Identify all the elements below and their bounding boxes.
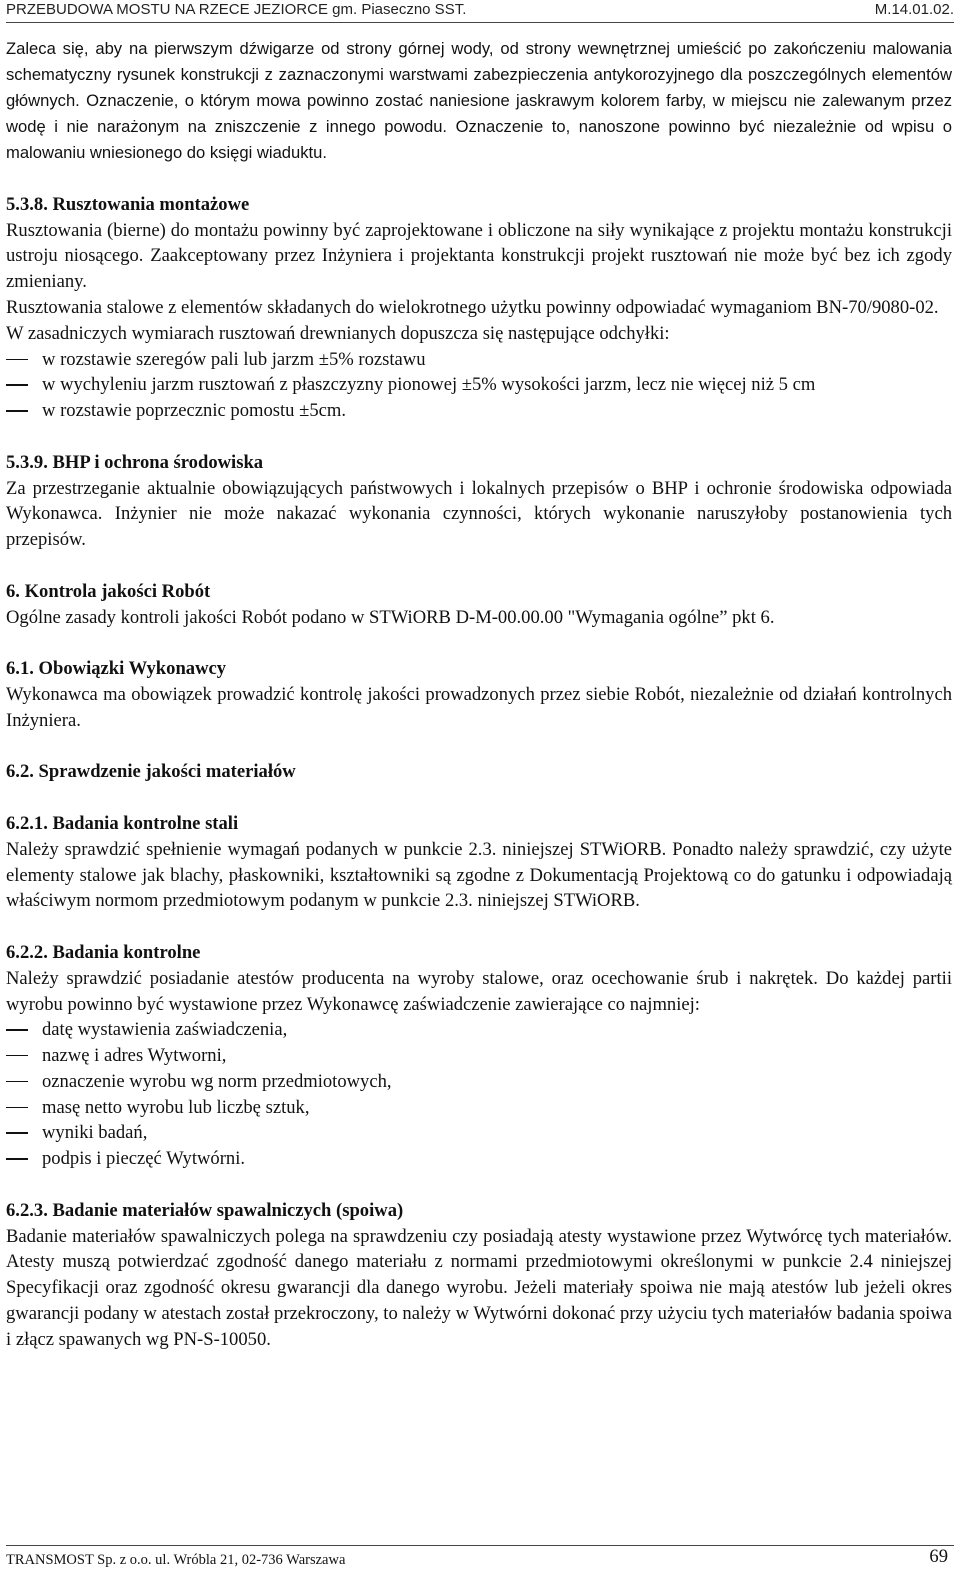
- paragraph: Należy sprawdzić posiadanie atestów producenta na wyroby stalowe, oraz ocechowanie śrub i nakrętek. Do każdej partii wyrobu powinno być wystawione przez Wykonawcę zaświadczenie zawierające co najmniej:: [6, 967, 952, 1015]
- section-heading-5-3-9: 5.3.9. BHP i ochrona środowiska: [6, 451, 264, 473]
- intro-paragraph: Zaleca się, aby na pierwszym dźwigarze od strony górnej wody, od strony wewnętrznej umieścić po zakończeniu malowania schematyczny rysunek konstrukcji z zaznaczonymi warstwami zabezpieczenia antykorozyjnego dla poszczególnych elementów głównych. Oznaczenie, o którym mowa powinno zostać naniesione jaskrawym kolorem farby, w miejscu nie zalewanym przez wodę i nie narażonym na zniszczenie z innego powodu. Oznaczenie to, nanoszone powinno być niezależnie od wpisu o malowaniu wniesionego do księgi wiaduktu.: [6, 39, 952, 162]
- page-footer: [6, 1545, 954, 1570]
- section-heading-5-3-8: 5.3.8. Rusztowania montażowe: [6, 193, 250, 215]
- list-item: oznaczenie wyrobu wg norm przedmiotowych,: [6, 1069, 952, 1095]
- paragraph: Rusztowania (bierne) do montażu powinny być zaprojektowane i obliczone na siły wynikające z projektu montażu konstrukcji ustroju niosącego. Zaakceptowany przez Inżyniera i projektanta konstrukcji projekt rusztowań nie może być bez ich zgody zmieniany.: [6, 219, 952, 293]
- paragraph: Wykonawca ma obowiązek prowadzić kontrolę jakości prowadzonych przez siebie Robót, niezależnie od działań kontrolnych Inżyniera.: [6, 683, 952, 731]
- header-code: M.14.01.02.: [874, 1, 954, 18]
- dash-list: [6, 1017, 952, 1172]
- list-item: w rozstawie szeregów pali lub jarzm ±5% rozstawu: [6, 347, 952, 373]
- section-heading-6-2-3: 6.2.3. Badanie materiałów spawalniczych (spoiwa): [6, 1199, 404, 1221]
- list-item: nazwę i adres Wytworni,: [6, 1043, 952, 1069]
- section-heading-6-2-2: 6.2.2. Badania kontrolne: [6, 941, 201, 963]
- paragraph: Ogólne zasady kontroli jakości Robót podano w STWiORB D-M-00.00.00 "Wymagania ogólne” pkt 6.: [6, 606, 775, 628]
- paragraph: W zasadniczych wymiarach rusztowań drewnianych dopuszcza się następujące odchyłki:: [6, 322, 670, 344]
- section-heading-6-2-1: 6.2.1. Badania kontrolne stali: [6, 812, 239, 834]
- paragraph: Należy sprawdzić spełnienie wymagań podanych w punkcie 2.3. niniejszej STWiORB. Ponadto należy sprawdzić, czy użyte elementy stalowe jak blachy, płaskowniki, kształtowniki są zgodne z Dokumentacją Projektową co do gatunku i odpowiadają właściwym normom przedmiotowym podanym w punkcie 2.3. niniejszej STWiORB.: [6, 838, 952, 912]
- paragraph: Badanie materiałów spawalniczych polega na sprawdzeniu czy posiadają atesty wystawione przez Wytwórcę tych materiałów. Atesty muszą potwierdzać zgodność danego materiału z normami przedmiotowymi określonymi w punkcie 2.4 niniejszej Specyfikacji oraz zgodność okresu gwarancji dla danego wyrobu. Jeżeli materiały spoiwa nie mają atestów lub jeżeli okres gwarancji podany w atestach został przekroczony, to należy w Wytwórni dokonać przy użyciu tych materiałów badania spoiwa i złącz spawanych wg PN-S-10050.: [6, 1225, 952, 1350]
- list-item: masę netto wyrobu lub liczbę sztuk,: [6, 1095, 952, 1121]
- footer-company: TRANSMOST Sp. z o.o. ul. Wróbla 21, 02-736 Warszawa: [6, 1552, 346, 1568]
- paragraph: Rusztowania stalowe z elementów składanych do wielokrotnego użytku powinny odpowiadać wymaganiom BN-70/9080-02.: [6, 296, 939, 318]
- section-heading-6: 6. Kontrola jakości Robót: [6, 580, 211, 602]
- list-item: datę wystawienia zaświadczenia,: [6, 1017, 952, 1043]
- section-heading-6-2: 6.2. Sprawdzenie jakości materiałów: [6, 761, 296, 783]
- list-item: w wychyleniu jarzm rusztowań z płaszczyzny pionowej ±5% wysokości jarzm, lecz nie więcej niż 5 cm: [6, 372, 952, 398]
- section-heading-6-1: 6.1. Obowiązki Wykonawcy: [6, 658, 227, 680]
- dash-list: [6, 347, 952, 424]
- list-item: w rozstawie poprzecznic pomostu ±5cm.: [6, 398, 952, 424]
- page-number: 69: [929, 1546, 948, 1567]
- paragraph: Za przestrzeganie aktualnie obowiązujących państwowych i lokalnych przepisów o BHP i ochronie środowiska odpowiada Wykonawca. Inżynier nie może nakazać wykonania czynności, których wykonanie naruszyłoby postanowienia tych przepisów.: [6, 477, 952, 551]
- list-item: wyniki badań,: [6, 1120, 952, 1146]
- page-header: [6, 0, 954, 23]
- document-body: [6, 36, 952, 1353]
- list-item: podpis i pieczęć Wytwórni.: [6, 1146, 952, 1172]
- header-title: PRZEBUDOWA MOSTU NA RZECE JEZIORCE gm. Piaseczno SST.: [6, 1, 467, 18]
